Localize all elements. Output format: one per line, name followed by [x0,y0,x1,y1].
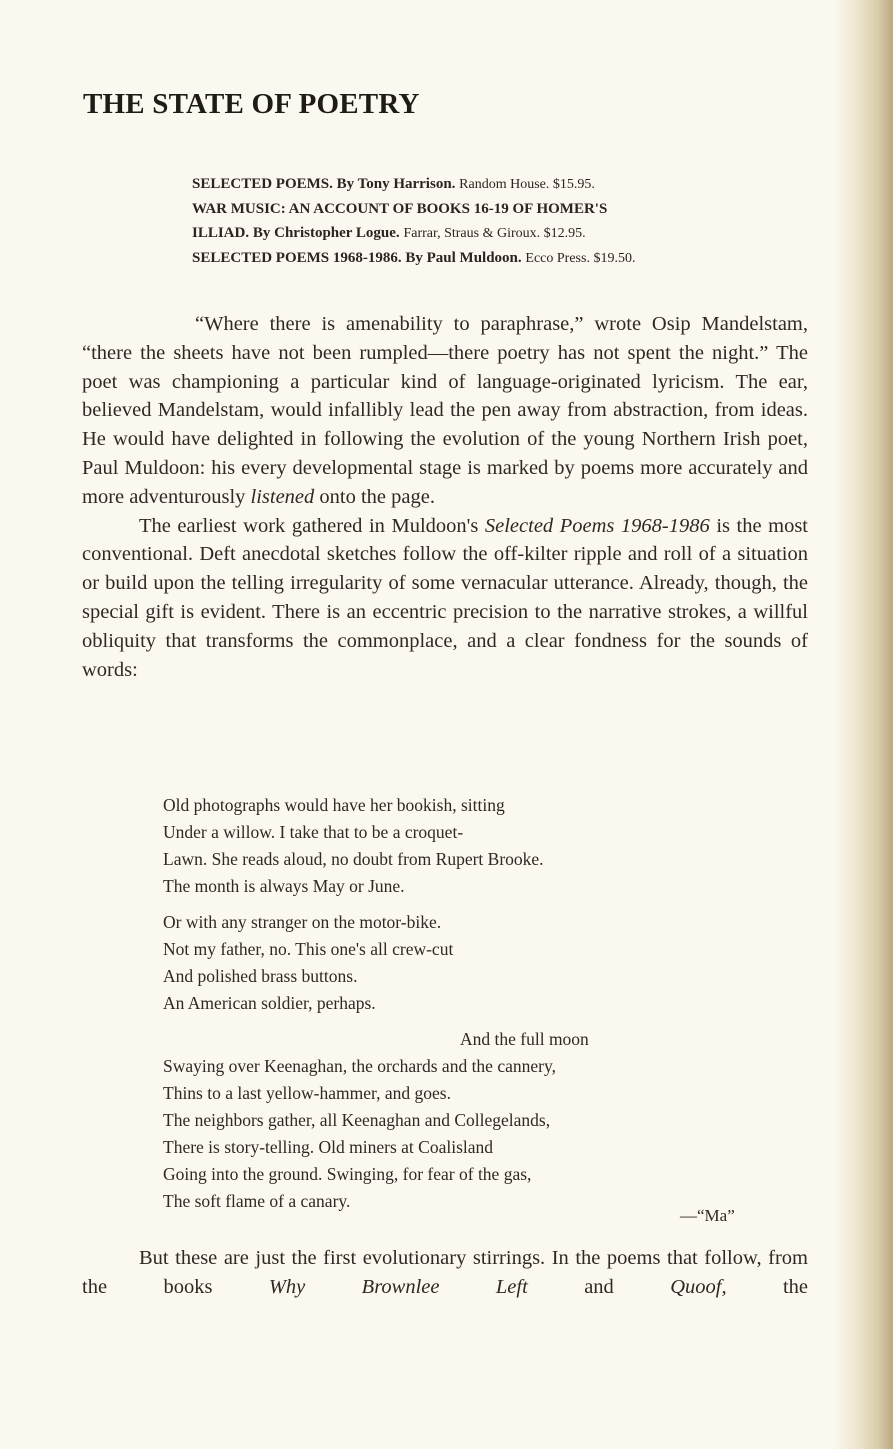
essay-body [82,310,808,684]
poem-line: And polished brass buttons. [163,966,358,986]
poem-line: The neighbors gather, all Keenaghan and Collegelands, [163,1110,551,1130]
poem-line: Not my father, no. This one's all crew-cut [163,939,454,959]
poem-stanza [163,909,763,1017]
essay-body-continued [82,1244,808,1302]
poem-line: Going into the ground. Swinging, for fear of the gas, [163,1164,532,1184]
poem-line: The month is always May or June. [163,876,405,896]
poem-attribution: —“Ma” [680,1206,735,1225]
book-entry: SELECTED POEMS 1968-1986. By Paul Muldoon. Ecco Press. $19.50. [192,250,636,266]
poem-line: And the full moon [460,1029,589,1049]
article-title: THE STATE OF POETRY [83,88,420,120]
paragraph: “Where there is amenability to paraphrase,” wrote Osip Mandelstam, “there the sheets have not been rumpled—there poetry has not spent the night.” The poet was championing a particular kind of language-originated lyricism. The ear, believed Mandelstam, would infallibly lead the pen away from abstraction, from ideas. He would have delighted in following the evolution of the young Northern Irish poet, Paul Muldoon: his every developmental stage is marked by poems more accurately and more adventurously listened onto the page. [82,313,808,508]
page-gutter-shadow [833,0,893,1449]
poem-line: Swaying over Keenaghan, the orchards and the cannery, [163,1056,556,1076]
poem-stanza [163,1026,763,1215]
poem-line: An American soldier, perhaps. [163,993,376,1013]
paragraph: The earliest work gathered in Muldoon's Selected Poems 1968-1986 is the most conventional. Deft anecdotal sketches follow the off-kilter ripple and roll of a situation or build upon the telling irregularity of some vernacular utterance. Already, though, the special gift is evident. There is an eccentric precision to the narrative strokes, a willful obliquity that transforms the commonplace, and a clear fondness for the sounds of words: [82,514,809,681]
book-entry: WAR MUSIC: AN ACCOUNT OF BOOKS 16-19 OF HOMER'S [192,201,608,217]
poem-line: Under a willow. I take that to be a croquet- [163,822,464,842]
poem-line: Or with any stranger on the motor-bike. [163,912,442,932]
paragraph: But these are just the first evolutionary stirrings. In the poems that follow, from the books Why Brownlee Left and Quoof, the [82,1247,809,1298]
book-entry: ILLIAD. By Christopher Logue. Farrar, Straus & Giroux. $12.95. [192,225,586,241]
poem-line: There is story-telling. Old miners at Coalisland [163,1137,494,1157]
poem-line: Lawn. She reads aloud, no doubt from Rupert Brooke. [163,849,544,869]
poem-stanza [163,792,763,900]
poem-line: Old photographs would have her bookish, sitting [163,795,505,815]
book-entry: SELECTED POEMS. By Tony Harrison. Random House. $15.95. [192,176,595,192]
poem-line: The soft flame of a canary. [163,1191,351,1211]
poem-line: Thins to a last yellow-hammer, and goes. [163,1083,451,1103]
quoted-poem [163,792,763,1224]
reviewed-books-list [192,172,812,271]
